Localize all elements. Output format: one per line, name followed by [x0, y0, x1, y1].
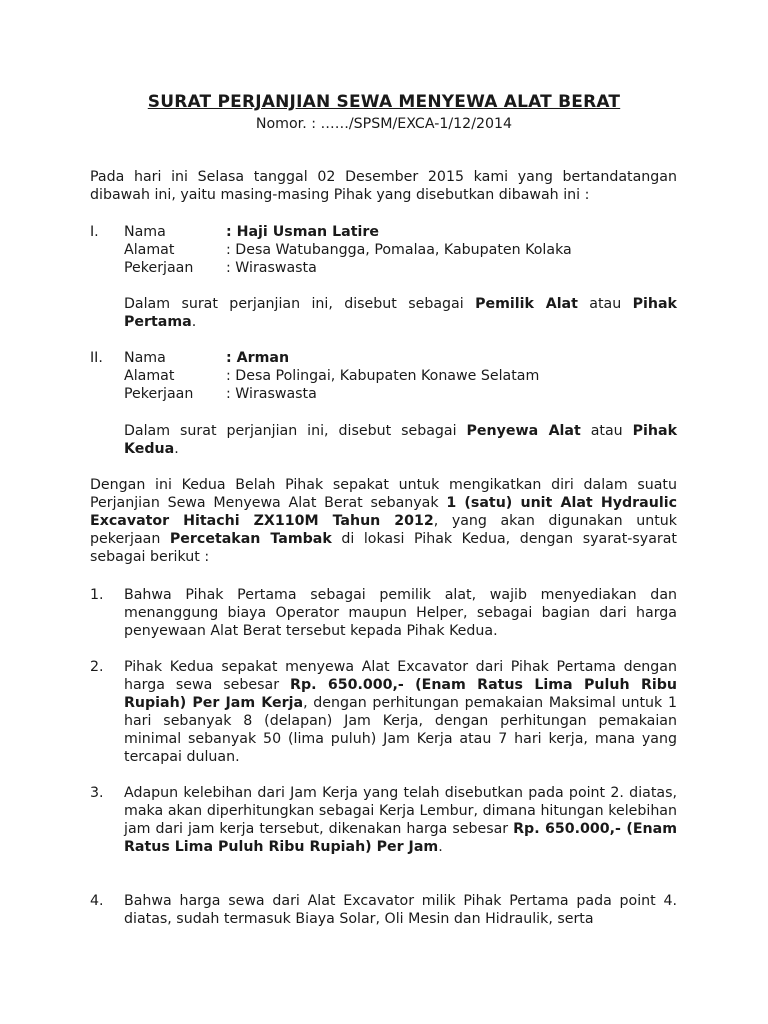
agreement-paragraph [90, 476, 677, 566]
party-one-desc-mid: atau [577, 296, 633, 312]
party-one-numeral: I. [90, 224, 99, 240]
party-two-desc-end: . [174, 441, 179, 457]
party-one-alias: Pihak Pertama [124, 296, 677, 330]
party-two-job: : Wiraswasta [226, 386, 317, 402]
party-two-name: : Arman [226, 350, 290, 366]
party-two-numeral: II. [90, 350, 103, 366]
party-one-address-label: Alamat [124, 242, 175, 258]
item-3-text [124, 784, 677, 856]
party-one-address: : Desa Watubangga, Pomalaa, Kabupaten Kolaka [226, 242, 572, 258]
agreement-project: Percetakan Tambak [169, 531, 332, 547]
party-two-description [124, 422, 677, 458]
party-two-name-label: Nama [124, 350, 166, 366]
party-one-desc-text: Dalam surat perjanjian ini, disebut sebagai [124, 296, 476, 312]
item-2-body-2: , dengan perhitungan pemakaian Maksimal untuk 1 hari sebanyak 8 (delapan) Jam Kerja, dengan perhitungan pemakaian minimal sebanyak 50 (lima puluh) Jam Kerja atau 7 hari kerja, mana yang tercapai duluan. [124, 695, 677, 765]
agreement-text-3: di lokasi Pihak Kedua, dengan syarat-syarat sebagai berikut : [90, 531, 677, 565]
party-one-name-label: Nama [124, 224, 166, 240]
party-one-job: : Wiraswasta [226, 260, 317, 276]
item-4-body: Bahwa harga sewa dari Alat Excavator milik Pihak Pertama pada point 4. diatas, sudah termasuk Biaya Solar, Oli Mesin dan Hidraulik, serta [124, 893, 677, 927]
party-one-job-label: Pekerjaan [124, 260, 194, 276]
party-one-role: Pemilik Alat [475, 296, 578, 312]
party-two-address-label: Alamat [124, 368, 175, 384]
agreement-text-1: Dengan ini Kedua Belah Pihak sepakat untuk mengikatkan diri dalam suatu Perjanjian Sewa Menyewa Alat Berat sebanyak [90, 477, 677, 511]
item-3-number: 3. [90, 785, 104, 801]
party-one-description [124, 295, 677, 331]
item-2-price: Rp. 650.000,- (Enam Ratus Lima Puluh Ribu Rupiah) Per Jam Kerja [124, 677, 677, 711]
party-one-name: : Haji Usman Latire [226, 224, 379, 240]
item-3-body-1: Adapun kelebihan dari Jam Kerja yang telah disebutkan pada point 2. diatas, maka akan diperhitungkan sebagai Kerja Lembur, dimana hitungan kelebihan jam dari jam kerja tersebut, dikenakan harga sebesar [124, 785, 677, 837]
intro-paragraph: Pada hari ini Selasa tanggal 02 Desember 2015 kami yang bertandatangan dibawah ini, yaitu masing-masing Pihak yang disebutkan dibawah ini : [90, 169, 677, 203]
item-1-number: 1. [90, 587, 104, 603]
item-2-number: 2. [90, 659, 104, 675]
item-1-body: Bahwa Pihak Pertama sebagai pemilik alat, wajib menyediakan dan menanggung biaya Operator maupun Helper, sebagai bagian dari harga penyewaan Alat Berat tersebut kepada Pihak Kedua. [124, 587, 677, 639]
agreement-equipment: 1 (satu) unit Alat Hydraulic Excavator Hitachi ZX110M Tahun 2012 [90, 495, 677, 529]
item-1-text [124, 586, 677, 640]
document-title: SURAT PERJANJIAN SEWA MENYEWA ALAT BERAT [147, 92, 621, 112]
item-4-text [124, 892, 677, 928]
party-two-desc-text: Dalam surat perjanjian ini, disebut sebagai [124, 423, 467, 439]
party-two-address: : Desa Polingai, Kabupaten Konawe Selatam [226, 368, 540, 384]
party-one-desc-end: . [191, 314, 197, 330]
party-two-alias: Pihak Kedua [124, 423, 678, 457]
party-two-desc-mid: atau [580, 423, 633, 439]
party-two-job-label: Pekerjaan [124, 386, 194, 402]
agreement-text-2: , yang akan digunakan untuk pekerjaan [90, 513, 677, 547]
party-two-role: Penyewa Alat [466, 423, 581, 439]
item-2-body-1: Pihak Kedua sepakat menyewa Alat Excavator dari Pihak Pertama dengan harga sewa sebesar [124, 659, 677, 693]
item-2-text [124, 658, 677, 766]
document-number: Nomor. : ……/SPSM/EXCA-1/12/2014 [255, 116, 513, 132]
item-4-number: 4. [90, 893, 104, 909]
item-3-body-2: . [438, 839, 443, 855]
item-3-price: Rp. 650.000,- (Enam Ratus Lima Puluh Ribu Rupiah) Per Jam [124, 821, 677, 855]
